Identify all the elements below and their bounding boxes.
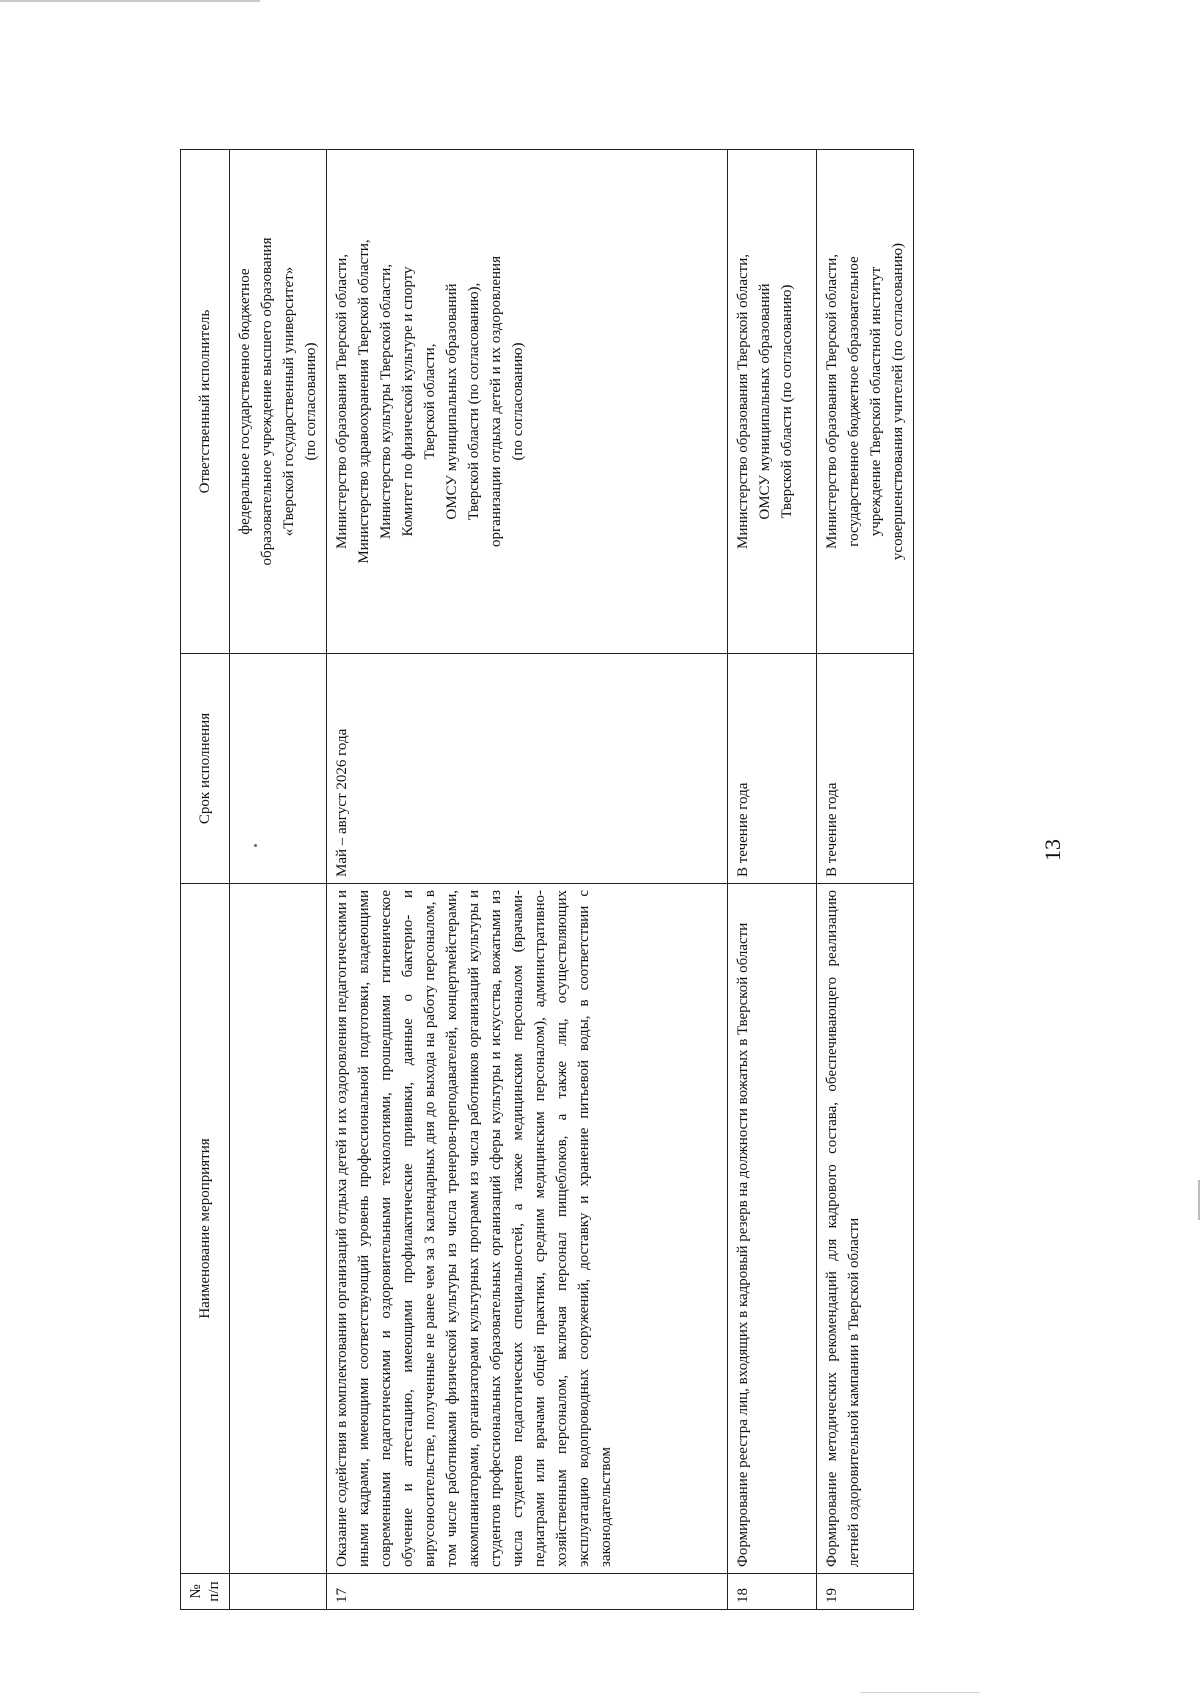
- row-term: В течение года: [728, 654, 817, 884]
- resp-line: Министерство образования Тверской области,: [334, 253, 350, 550]
- row-responsible: [728, 150, 817, 654]
- page-number: 13: [1040, 839, 1065, 861]
- resp-line: Тверской области (по согласованию),: [466, 282, 482, 521]
- table-header-row: [181, 150, 230, 1610]
- resp-line: Министерство образования Тверской области,: [735, 253, 751, 550]
- header-name: Наименование мероприятия: [181, 884, 230, 1574]
- activities-table: [180, 149, 914, 1610]
- resp-line: организации отдыха детей и их оздоровления: [488, 256, 504, 547]
- row-num: 18: [728, 1574, 817, 1610]
- row-term: В течение года: [817, 654, 914, 884]
- row-name: Формирование реестра лиц, входящих в кадровый резерв на должности вожатых в Тверской области: [728, 884, 817, 1574]
- row-responsible: [817, 150, 914, 654]
- row-num: 17: [327, 1574, 728, 1610]
- resp-line: Министерство культуры Тверской области,: [378, 264, 394, 540]
- table-row: [817, 150, 914, 1610]
- resp-line: ОМСУ муниципальных образований: [757, 283, 773, 520]
- header-responsible: Ответственный исполнитель: [181, 150, 230, 654]
- table-row: [327, 150, 728, 1610]
- resp-line: федеральное государственное бюджетное: [237, 268, 253, 535]
- header-term: Срок исполнения: [181, 654, 230, 884]
- row-num: [230, 1574, 327, 1610]
- resp-line: Министерство образования Тверской области,: [824, 253, 840, 550]
- resp-line: (по согласованию): [510, 342, 526, 461]
- header-num: № п/п: [181, 1574, 230, 1610]
- row-term: Май – август 2026 года: [327, 654, 728, 884]
- resp-line: усовершенствования учителей (по согласованию): [890, 242, 906, 561]
- resp-line: Комитет по физической культуре и спорту: [400, 266, 416, 537]
- resp-line: Тверской области (по согласованию): [779, 284, 795, 519]
- resp-line: государственное бюджетное образовательное: [846, 256, 862, 547]
- resp-line: «Тверской государственный университет»: [281, 266, 297, 537]
- resp-line: Министерство здравоохранения Тверской области,: [356, 239, 372, 564]
- table-row: [728, 150, 817, 1610]
- row-term: [230, 654, 327, 884]
- row-responsible: [327, 150, 728, 654]
- table-row: [230, 150, 327, 1610]
- table-container: [180, 150, 950, 1610]
- row-name: [230, 884, 327, 1574]
- row-name: Формирование методических рекомендаций для кадрового состава, обеспечивающего реализацию летней оздоровительной кампании в Тверской области: [817, 884, 914, 1574]
- resp-line: (по согласованию): [303, 342, 319, 461]
- resp-line: учреждение Тверской областной институт: [868, 266, 884, 537]
- resp-line: образовательное учреждение высшего образования: [259, 237, 275, 566]
- row-name: Оказание содействия в комплектовании организаций отдыха детей и их оздоровления педагогическими и иными кадрами, имеющими соответствующий уровень профессиональной подготовки, владеющими современными педагогическими и оздоровительными технологиями, прошедшими гигиеническое обучение и аттестацию, имеющими профилактические прививки, данные о бактерио- и вирусоносительстве, полученные не ранее чем за 3 календарных дня до выхода на работу персоналом, в том числе работниками физической культуры из числа тренеров-преподавателей, концертмейстерами, аккомпаниаторами, организаторами культурных программ из числа работников организаций культуры и студентов профессиональных образовательных организаций сферы культуры и искусства, вожатыми из числа студентов педагогических специальностей, а также медицинским персоналом (врачами-педиатрами или врачами общей практики, средним медицинским персоналом), административно-хозяйственным персоналом, включая персонал пищеблоков, а также лиц, осуществляющих эксплуатацию водопроводных сооружений, доставку и хранение питьевой воды, в соответствии с законодательством: [327, 884, 728, 1574]
- row-num: 19: [817, 1574, 914, 1610]
- row-responsible: [230, 150, 327, 654]
- resp-line: Тверской области,: [422, 343, 438, 460]
- resp-line: ОМСУ муниципальных образований: [444, 283, 460, 520]
- scan-speck: [254, 844, 257, 847]
